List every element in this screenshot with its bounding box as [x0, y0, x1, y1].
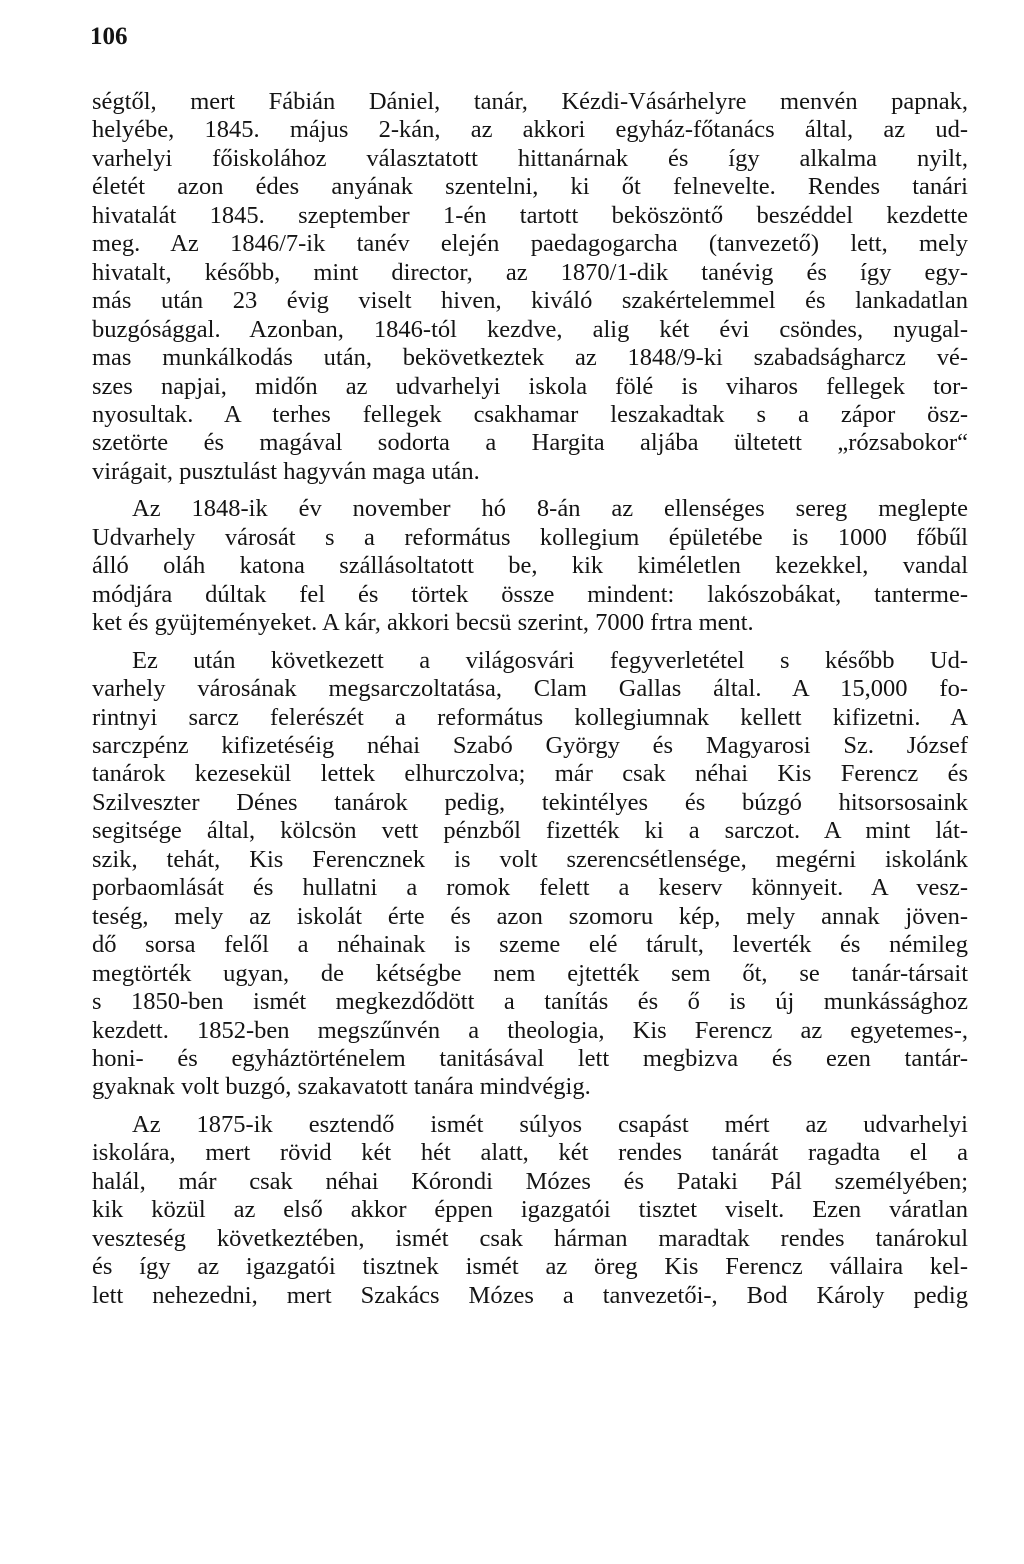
text-line: gyaknak volt buzgó, szakavatott tanára mindvégig. [92, 1073, 591, 1101]
page-number: 106 [90, 23, 128, 50]
body-text [92, 88, 968, 1310]
text-line: iskolára, mert rövid két hét alatt, két rendes tanárát ragadta el a [92, 1139, 968, 1167]
text-line: teség, mely az iskolát érte és azon szomoru kép, mely annak jöven- [92, 902, 968, 930]
text-line: szes napjai, midőn az udvarhelyi iskola fölé is viharos fellegek tor- [92, 372, 968, 400]
text-line: ségtől, mert Fábián Dániel, tanár, Kézdi-Vásárhelyre menvén papnak, [92, 88, 968, 115]
text-line: mas munkálkodás után, bekövetkeztek az 1848/9-ki szabadságharcz vé- [92, 344, 968, 372]
text-line: szetörte és magával sodorta a Hargita aljába ültetett „rózsabokor“ [92, 429, 968, 457]
text-line: más után 23 évig viselt hiven, kiváló szakértelemmel és lankadatlan [92, 287, 968, 315]
text-line: ket és gyüjteményeket. A kár, akkori becsü szerint, 7000 frtra ment. [92, 609, 754, 637]
text-line: megtörték ugyan, de kétségbe nem ejtették sem őt, se tanár-társait [92, 959, 968, 987]
text-line: életét azon édes anyának szentelni, ki őt felnevelte. Rendes tanári [92, 173, 968, 201]
text-line: helyébe, 1845. május 2-kán, az akkori egyház-főtanács által, az ud- [92, 116, 968, 144]
paragraph [92, 1111, 968, 1310]
text-line: hivatalt, később, mint director, az 1870/1-dik tanévig és így egy- [92, 258, 968, 286]
text-line: sarczpénz kifizetéséig néhai Szabó György és Magyarosi Sz. József [92, 731, 968, 759]
paragraph-gap [92, 638, 968, 647]
text-line: kik közül az első akkor éppen igazgatói tisztet viselt. Ezen váratlan [92, 1196, 968, 1224]
text-line: veszteség következtében, ismét csak hárman maradtak rendes tanárokul [92, 1224, 968, 1252]
text-line: Szilveszter Dénes tanárok pedig, tekintélyes és búzgó hitsorsosaink [92, 788, 968, 816]
text-line: nyosultak. A terhes fellegek csakhamar leszakadtak s a zápor ösz- [92, 400, 968, 428]
text-line: buzgósággal. Azonban, 1846-tól kezdve, alig két évi csöndes, nyugal- [92, 315, 968, 343]
text-line: meg. Az 1846/7-ik tanév elején paedagogarcha (tanvezető) lett, mely [92, 230, 968, 258]
text-line: tanárok kezesekül lettek elhurczolva; már csak néhai Kis Ferencz és [92, 760, 968, 788]
paragraph-gap [92, 1102, 968, 1111]
text-line: segitsége által, kölcsön vett pénzből fizették ki a sarczot. A mint lát- [92, 817, 968, 845]
paragraph [92, 88, 968, 486]
text-line: Udvarhely városát s a református kollegium épületébe is 1000 főbűl [92, 523, 968, 551]
text-line: rintnyi sarcz felerészét a református kollegiumnak kellett kifizetni. A [92, 703, 968, 731]
text-line: varhely városának megsarczoltatása, Clam Gallas által. A 15,000 fo- [92, 675, 968, 703]
text-line: Ez után következett a világosvári fegyverletétel s később Ud- [132, 646, 968, 674]
text-line: kezdett. 1852-ben megszűnvén a theologia, Kis Ferencz az egyetemes-, [92, 1016, 968, 1044]
paragraph [92, 647, 968, 1102]
text-line: módjára dúltak fel és törtek össze mindent: lakószobákat, tanterme- [92, 580, 968, 608]
text-line: honi- és egyháztörténelem tanitásával lett megbizva és ezen tantár- [92, 1044, 968, 1072]
text-line: porbaomlását és hullatni a romok felett a keserv könnyeit. A vesz- [92, 874, 968, 902]
text-line: álló oláh katona szállásoltatott be, kik kiméletlen kezekkel, vandal [92, 552, 968, 580]
text-line: dő sorsa felől a néhainak is szeme elé tárult, leverték és némileg [92, 931, 968, 959]
text-line: Az 1875-ik esztendő ismét súlyos csapást mért az udvarhelyi [132, 1110, 968, 1138]
text-line: hivatalát 1845. szeptember 1-én tartott beköszöntő beszéddel kezdette [92, 201, 968, 229]
text-line: varhelyi főiskolához választatott hittanárnak és így alkalma nyilt, [92, 144, 968, 172]
text-line: szik, tehát, Kis Ferencznek is volt szerencsétlensége, megérni iskolánk [92, 845, 968, 873]
text-line: virágait, pusztulást hagyván maga után. [92, 457, 480, 485]
text-line: s 1850-ben ismét megkezdődött a tanítás és ő is új munkássághoz [92, 988, 968, 1016]
text-line: halál, már csak néhai Kórondi Mózes és Pataki Pál személyében; [92, 1167, 968, 1195]
paragraph-gap [92, 486, 968, 495]
text-line: Az 1848-ik év november hó 8-án az ellenséges sereg meglepte [132, 495, 968, 523]
text-line: és így az igazgatói tisztnek ismét az öreg Kis Ferencz vállaira kel- [92, 1253, 968, 1281]
text-line: lett nehezedni, mert Szakács Mózes a tanvezetői-, Bod Károly pedig [92, 1281, 968, 1309]
book-page [92, 20, 968, 1310]
paragraph [92, 495, 968, 637]
